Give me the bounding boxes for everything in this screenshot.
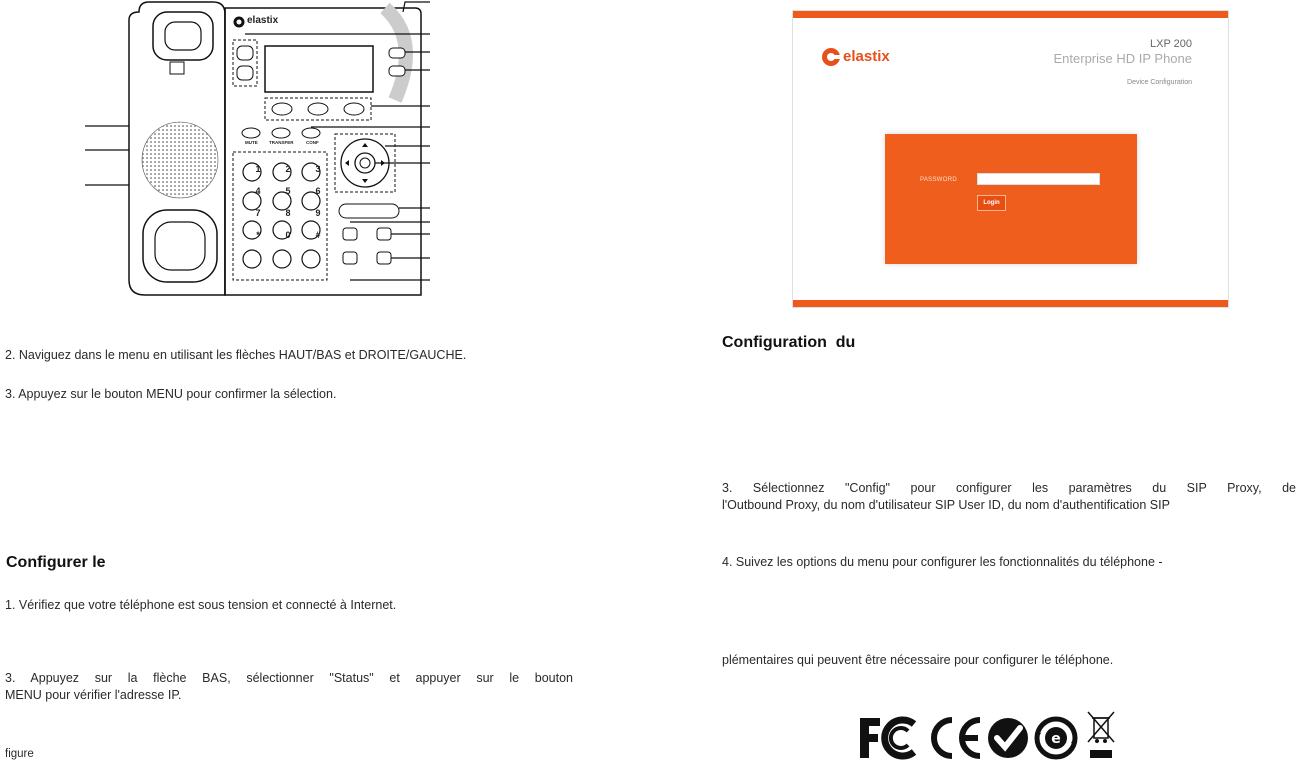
password-input[interactable] <box>977 173 1100 185</box>
ce-mark-icon <box>928 714 984 762</box>
menu-step-text: 4. Suivez les options du menu pour configurer les fonctionnalités du téléphone - <box>722 555 1163 569</box>
status-step-line2: MENU pour vérifier l'adresse IP. <box>5 688 182 702</box>
keypad-key: 8 <box>285 208 291 218</box>
keypad-digits <box>243 164 333 240</box>
keypad-key: 2 <box>285 164 291 174</box>
weee-bin-icon <box>1084 710 1118 762</box>
keypad-key: 1 <box>255 164 261 174</box>
fcc-logo-icon <box>856 714 926 762</box>
check-mark-icon <box>986 716 1030 760</box>
svg-text:e: e <box>1051 731 1061 747</box>
elastix-logo-icon <box>821 47 841 67</box>
keypad-key: 0 <box>285 230 291 240</box>
keypad-key: 4 <box>255 186 261 196</box>
keypad-key: 3 <box>315 164 321 174</box>
phone-diagram <box>85 0 445 300</box>
keypad-key: 5 <box>285 186 291 196</box>
keypad-key: * <box>256 230 260 240</box>
section-heading-configure: Configurer le <box>6 554 106 571</box>
keypad-key: # <box>315 230 321 240</box>
config-step-line1: 3. Sélectionnez "Config" pour configurer les paramètres du SIP Proxy, de <box>722 481 1296 495</box>
keypad-key: 9 <box>315 208 321 218</box>
check-step-text: 1. Vérifiez que votre téléphone est sous tension et connecté à Internet. <box>5 598 397 612</box>
e-recycle-icon <box>1034 716 1078 760</box>
config-step-line2: l'Outbound Proxy, du nom d'utilisateur SIP User ID, du nom d'authentification SIP <box>722 498 1170 512</box>
password-label: PASSWORD <box>920 177 957 183</box>
extra-note-text: plémentaires qui peuvent être nécessaire pour configurer le téléphone. <box>722 653 1114 667</box>
keypad-key: 6 <box>315 186 321 196</box>
transfer-key-label: TRANSFER <box>269 140 294 145</box>
mute-key-label: MUTE <box>245 140 258 145</box>
model-name: LXP 200 <box>1149 38 1192 50</box>
confirm-step-text: 3. Appuyez sur le bouton MENU pour confirmer la sélection. <box>5 387 337 401</box>
login-form <box>885 134 1137 264</box>
certification-logos <box>856 710 1156 762</box>
login-brand: elastix <box>843 48 890 65</box>
top-accent-bar <box>793 11 1228 18</box>
product-name: Enterprise HD IP Phone <box>1053 51 1192 66</box>
figure-caption: figure <box>5 748 34 760</box>
device-config-label: Device Configuration <box>1127 79 1192 86</box>
phone-brand: elastix <box>247 15 279 26</box>
bottom-accent-bar <box>793 300 1228 307</box>
section-heading-configuration: Configuration du <box>722 334 856 351</box>
status-step-line1: 3. Appuyez sur la flèche BAS, sélectionner "Status" et appuyer sur le bouton <box>5 671 573 685</box>
login-button[interactable]: Login <box>977 195 1006 211</box>
keypad-key: 7 <box>255 208 261 218</box>
conf-key-label: CONF <box>306 140 319 145</box>
login-screenshot <box>792 10 1229 308</box>
nav-step-text: 2. Naviguez dans le menu en utilisant les flèches HAUT/BAS et DROITE/GAUCHE. <box>5 348 467 362</box>
